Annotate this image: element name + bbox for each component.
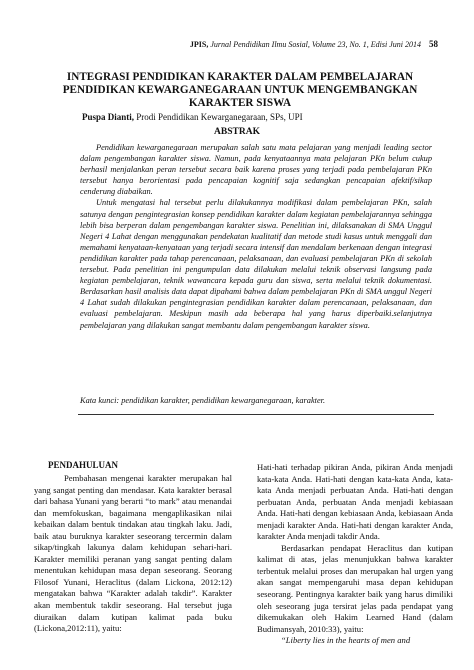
author-name: Puspa Dianti, [82, 112, 135, 122]
page-number: 58 [429, 39, 438, 49]
journal-name: Jurnal Pendidikan Ilmu Sosial, Volume 23, No. 1, Edisi Juni 2014 [210, 40, 421, 49]
abstract-paragraph-2: Untuk mengatasi hal tersebut perlu dilakukannya modifikasi dalam pembelajaran PKn, salah satunya dengan pengintegrasian konsep pendidikan karakter dalam kegiatan pembelajarannya sehingga lebih bisa berperan dalam pengembangan karakter siswa. Penelitian ini, dilaksanakan di SMA Unggul Negeri 4 Lahat dengan menggunakan pendekatan kualitatif dan metode studi kasus untuk menggali dan memahami kenyataan-kenyataan yang terjadi secara intensif dan mendalam berkenaan dengan integrasi pendidikan karakter pada tahap perencanaan, pelaksanaan, dan evaluasi pembelajaran PKn di sekolah tersebut. Pada penelitian ini pengumpulan data dilakukan melalui teknik observasi langsung pada kegiatan pembelajaran, teknik wawancara kepada guru dan siswa, serta melalui teknik dokumentasi. Berdasarkan hasil analisis data dapat dipahami bahwa dalam pembelajaran PKn di SMA unggul Negeri 4 Lahat sudah dilakukan pengintegrasian pendidikan karakter dalam perencanaan, pelaksanaan, dan evaluasi pembelajaran. Meskipun masih ada beberapa hal yang harus diperbaiki.selanjutnya pembelajaran yang dilakukan sangat membantu dalam pengembangan karakter siswa. [80, 198, 432, 330]
abstract-heading: ABSTRAK [214, 127, 260, 137]
journal-abbrev: JPIS, [189, 40, 209, 49]
right-column [257, 462, 453, 647]
abstract-divider [78, 414, 434, 415]
abstract-paragraph-1: Pendidikan kewarganegaraan merupakan salah satu mata pelajaran yang menjadi leading sector dalam pengembangan karakter siswa. Namun, pada kenyataannya mata pelajaran PKn belum cukup berhasil menjalankan peran tersebut secara baik karena proses yang terjadi pada pembelajaran PKn tersebut hanya berorientasi pada pencapaian kognitif saja sedangkan pencapaian afektif/sikap cenderung diabaikan. [80, 143, 432, 197]
paper-title [30, 71, 450, 110]
intro-paragraph-1: Pembahasan mengenai karakter merupakan hal yang sangat penting dan mendasar. Kata karakter berasal dari bahasa Yunani yang berarti “to mark” atau menandai dan memfokuskan, bagaimana mengaplikasikan nilai kebaikan dalam bentuk tindakan atau tingkah laku. Jadi, baik atau buruknya karakter seseorang tercermin dalam sikap/tingkah lakunya dalam kehidupan sehari-hari. Karakter memiliki peranan yang sangat penting dalam menentukan kehidupan masa depan seseorang. Seorang Filosof Yunani, Heraclitus (dalam Lickona, 2012:12) mengatakan bahwa “Karakter adalah takdir”. Karakter akan membentuk takdir seseorang. Hal tersebut juga diuraikan dalam kutipan kalimat pada buku (Lickona,2012:11), yaitu: [34, 473, 232, 634]
hand-quote: “Liberty lies in the hearts of men and [281, 635, 411, 646]
title-line-1: INTEGRASI PENDIDIKAN KARAKTER DALAM PEMBELAJARAN [66, 71, 414, 83]
title-line-2: PENDIDIKAN KEWARGANEGARAAN UNTUK MENGEMBANGKAN [62, 84, 418, 96]
section-heading-introduction: PENDAHULUAN [48, 460, 119, 470]
author-line [82, 112, 303, 122]
intro-paragraph-2: Berdasarkan pendapat Heraclitus dan kutipan kalimat di atas, jelas menunjukkan bahwa karakter terbentuk melalui proses dan merupakan hal urgen yang akan sangat mempengaruhi masa depan kehidupan seseorang. Pentingnya karakter baik yang harus dimiliki oleh seseorang juga tersirat jelas pada pendapat yang dikemukakan oleh Hakim Learned Hand (dalam Budimansyah, 2010:33), yaitu: [257, 542, 453, 634]
keywords: Kata kunci: pendidikan karakter, pendidikan kewarganegaraan, karakter. [80, 396, 326, 405]
heraclitus-quote: Hati-hati terhadap pikiran Anda, pikiran Anda menjadi kata-kata Anda. Hati-hati dengan kata-kata Anda, kata-kata Anda menjadi perbuatan Anda. Hati-hati dengan perbuatan Anda, perbuatan Anda menjadi kebiasaan Anda. Hati-hati dengan kebiasaan Anda, kebiasaan Anda menjadi karakter Anda. Hati-hati dengan karakter Anda, karakter Anda menjadi takdir Anda. [257, 462, 453, 542]
abstract-body [80, 142, 432, 331]
running-header [190, 39, 438, 49]
title-line-3: KARAKTER SISWA [188, 97, 292, 109]
author-affiliation: Prodi Pendidikan Kewarganegaraan, SPs, UPI [136, 112, 303, 122]
left-column [34, 473, 232, 635]
